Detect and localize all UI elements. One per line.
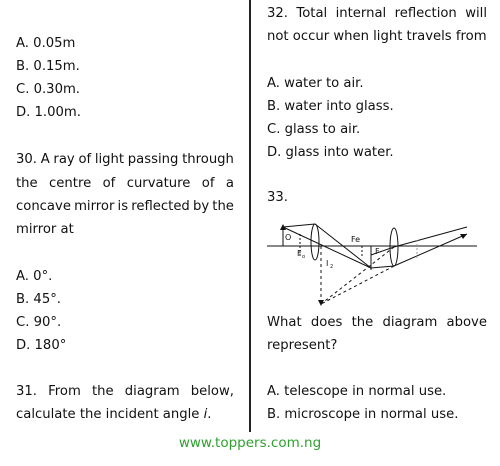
label-o: O (285, 233, 292, 242)
q30-line-1: 30. A ray of light passing through (16, 152, 234, 167)
footer-link[interactable]: www.toppers.com.ng (178, 435, 322, 451)
q30-line-4: mirror at (16, 222, 74, 237)
q32-option-a: A. water to air. (267, 76, 364, 91)
q30-option-c: C. 90°. (16, 315, 62, 330)
q29-option-b: B. 0.15m. (16, 59, 80, 74)
label-fe2: F (375, 247, 380, 256)
q32-option-c: C. glass to air. (267, 122, 361, 137)
label-fe: Fe (351, 235, 361, 244)
q33-line-1: What does the diagram above (267, 315, 487, 330)
q29-option-c: C. 0.30m. (16, 82, 80, 97)
q30-option-a: A. 0°. (16, 269, 53, 284)
q30-line-2: the centre of curvature of a (16, 176, 234, 191)
svg-text:2: 2 (330, 264, 334, 270)
q32-option-b: B. water into glass. (267, 99, 394, 114)
q32-line-2: not occur when light travels from (267, 29, 487, 44)
q33-number: 33. (267, 190, 288, 205)
q29-option-a: A. 0.05m (16, 36, 76, 51)
svg-text:o: o (302, 254, 306, 260)
q32-line-1: 32. Total internal reflection will (267, 6, 487, 21)
q29-option-d: D. 1.00m. (16, 105, 81, 120)
label-fo: F (297, 249, 302, 258)
q31-line-2: calculate the incident angle i. (16, 407, 212, 422)
q33-option-a: A. telescope in normal use. (267, 384, 447, 399)
q30-option-b: B. 45°. (16, 292, 61, 307)
q30-option-d: D. 180° (16, 338, 67, 353)
q33-line-2: represent? (267, 338, 338, 353)
column-divider (249, 0, 251, 432)
q30-line-3: concave mirror is reflected by the (16, 199, 234, 214)
q31-line-1: 31. From the diagram below, (16, 384, 234, 399)
q32-option-d: D. glass into water. (267, 145, 394, 160)
label-i2: I (326, 259, 329, 268)
q33-option-b: B. microscope in normal use. (267, 407, 459, 422)
ray-diagram (267, 210, 479, 310)
